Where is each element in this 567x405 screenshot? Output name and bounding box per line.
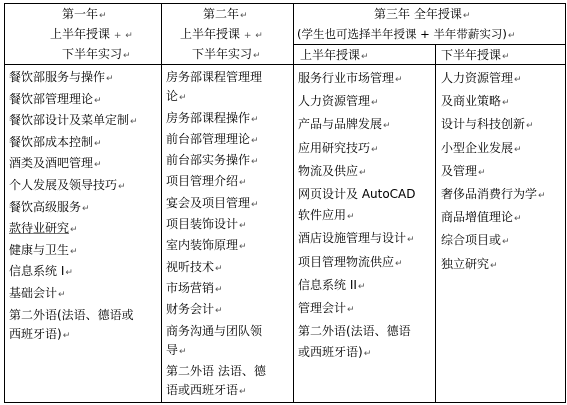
- course-item: 软件应用↵: [298, 208, 355, 223]
- course-item: 视听技术↵: [166, 259, 223, 274]
- year2-second-half: 下半年实习↵: [192, 47, 261, 61]
- year1-course-list: [9, 68, 138, 347]
- table-border-bottom: [4, 402, 566, 403]
- year2-title: 第二年↵: [203, 7, 248, 21]
- year1-first-half: 上半年授课 + ↵: [50, 27, 133, 41]
- year3-second-half-course-list: [441, 68, 546, 277]
- year3-note: (学生也可选择半年授课 + 半年带薪实习)↵: [297, 27, 516, 41]
- course-item: 宴会及项目管理↵: [166, 195, 259, 210]
- course-item: 餐饮部设计及菜单定制↵: [9, 113, 138, 128]
- course-item: 信息系统 I↵: [9, 264, 73, 279]
- course-item: 第二外语 法语、德: [166, 364, 266, 379]
- table-border-col3: [435, 44, 436, 403]
- course-item: 房务部课程管理理: [166, 70, 263, 84]
- course-item: 服务行业市场管理↵: [298, 71, 403, 85]
- course-item: 奢侈品消费行为学↵: [441, 187, 546, 202]
- year3-first-half-header: 上半年授课↵: [300, 48, 369, 62]
- course-item: 酒店设施管理与设计↵: [298, 231, 415, 246]
- course-item: 房务部课程操作↵: [166, 110, 259, 125]
- course-item: 综合项目或↵: [441, 233, 510, 248]
- course-item: 酒类及酒吧管理↵: [9, 156, 102, 171]
- course-item: 第二外语(法语、德语: [298, 324, 411, 339]
- course-item: 小型企业发展↵: [441, 140, 522, 155]
- table-border-header: [4, 64, 566, 65]
- course-item: 第二外语(法语、德语或: [9, 307, 134, 322]
- course-item: 导↵: [166, 342, 187, 357]
- year3-second-half-header: 下半年授课↵: [441, 48, 510, 62]
- course-item: 项目装饰设计↵: [166, 217, 247, 232]
- course-item: 或西班牙语)↵: [298, 345, 372, 360]
- course-item: 论↵: [166, 89, 187, 104]
- course-item: 款待业研究↵: [9, 221, 78, 236]
- year2-course-list: [166, 68, 266, 403]
- table-border-col2: [293, 3, 294, 403]
- course-item: 物流及供应↵: [298, 163, 367, 178]
- course-item: 餐饮高级服务↵: [9, 199, 90, 214]
- course-item: 设计与科技创新↵: [441, 117, 534, 132]
- course-item: 商品增值理论↵: [441, 210, 522, 225]
- course-item: 室内装饰原理↵: [166, 238, 247, 253]
- course-item: 健康与卫生↵: [9, 242, 78, 257]
- course-item: 项目管理介绍↵: [166, 174, 247, 189]
- course-item: 人力资源管理↵: [441, 71, 522, 85]
- course-item: 人力资源管理↵: [298, 94, 379, 109]
- table-border-year3-split: [293, 44, 566, 45]
- table-border-right: [565, 3, 566, 403]
- year2-first-half: 上半年授课 + ↵: [180, 27, 263, 41]
- course-item: 及管理↵: [441, 163, 486, 178]
- year3-title: 第三年 全年授课↵: [374, 7, 471, 21]
- year3-first-half-course-list: [298, 68, 416, 366]
- course-item: 财务会计↵: [166, 302, 223, 317]
- course-item: 管理会计↵: [298, 301, 355, 316]
- course-item: 信息系统 II↵: [298, 277, 366, 292]
- course-item: 前台部管理理论↵: [166, 131, 259, 146]
- course-item: 市场营销↵: [166, 280, 223, 295]
- course-item: 餐饮部服务与操作↵: [9, 70, 114, 84]
- table-border-top: [4, 3, 566, 4]
- course-item: 基础会计↵: [9, 285, 66, 300]
- course-item: 前台部实务操作↵: [166, 153, 259, 168]
- course-item: 语或西班牙语↵: [166, 383, 247, 398]
- course-item: 个人发展及领导技巧↵: [9, 177, 126, 192]
- course-item: 餐饮部管理理论↵: [9, 91, 102, 106]
- year1-second-half: 下半年实习↵: [62, 47, 131, 61]
- table-border-col1: [161, 3, 162, 403]
- course-item: 产品与品牌发展↵: [298, 117, 391, 132]
- table-border-left: [4, 3, 5, 403]
- course-item: 项目管理物流供应↵: [298, 254, 403, 269]
- course-item: 应用研究技巧↵: [298, 140, 379, 155]
- course-item: 餐饮部成本控制↵: [9, 134, 102, 149]
- course-item: 独立研究↵: [441, 256, 498, 271]
- course-item: 商务沟通与团队领: [166, 323, 263, 338]
- year1-title: 第一年↵: [62, 7, 107, 21]
- course-item: 西班牙语)↵: [9, 327, 71, 342]
- course-item: 网页设计及 AutoCAD: [298, 187, 416, 202]
- course-item: 及商业策略↵: [441, 94, 510, 109]
